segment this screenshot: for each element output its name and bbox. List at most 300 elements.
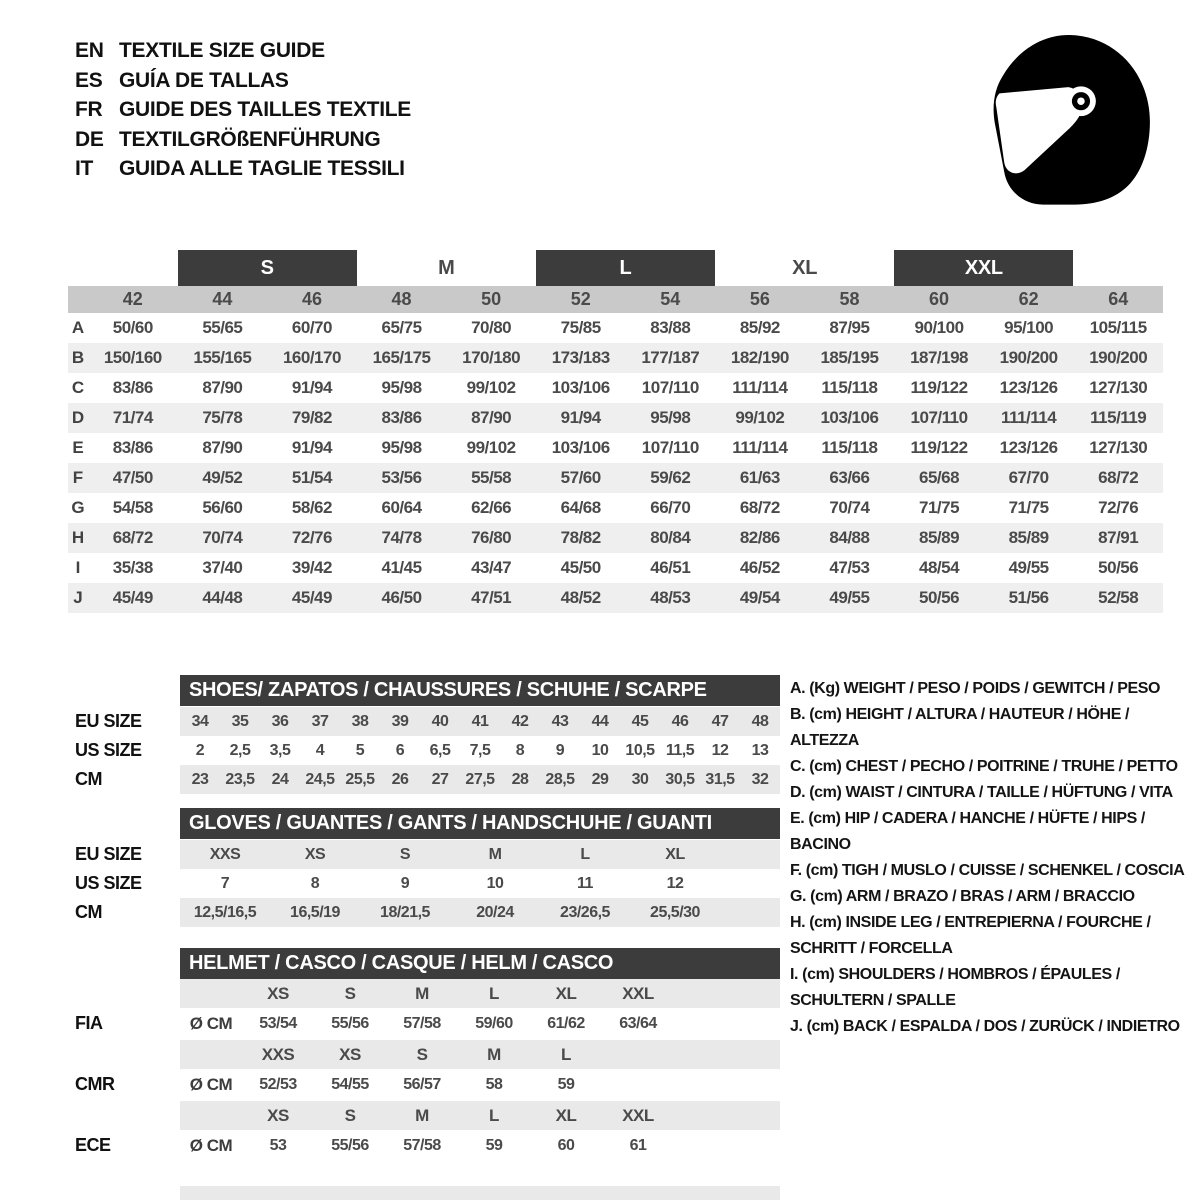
helmet-value-cell: 53/54: [259, 1014, 297, 1032]
size-cell: 39/42: [291, 558, 332, 577]
size-cell: 177/187: [641, 348, 700, 367]
helmet-size-header: M: [487, 1044, 501, 1064]
table-cell: 10,5: [625, 741, 655, 759]
size-cell: 49/52: [202, 468, 243, 487]
size-cell: 76/80: [471, 528, 512, 547]
table-cell: 25,5: [345, 770, 375, 788]
table-cell: 7: [220, 874, 230, 892]
size-cell: 95/98: [381, 438, 422, 457]
size-cell: 91/94: [291, 438, 332, 457]
table-cell: 8: [515, 741, 525, 759]
legend-item: B. (cm) HEIGHT / ALTURA / HAUTEUR / HÖHE / ALTEZZA: [790, 706, 1130, 749]
size-cell: 87/90: [471, 408, 512, 427]
shoes-cm-label: CM: [75, 769, 102, 789]
size-cell: 55/58: [471, 468, 512, 487]
table-cell: 27: [431, 770, 449, 788]
size-cell: 46/51: [650, 558, 691, 577]
table-cell: 25,5/30: [650, 903, 700, 921]
gloves-cm-row: [180, 898, 780, 927]
language-code: FR: [75, 98, 103, 121]
table-cell: 48: [751, 712, 769, 730]
size-cell: 72/76: [291, 528, 332, 547]
size-cell: 45/50: [560, 558, 601, 577]
size-cell: 85/89: [919, 528, 960, 547]
helmet-value-cell: 55/56: [331, 1136, 369, 1154]
table-cell: 12,5/16,5: [193, 903, 257, 921]
language-code: IT: [75, 157, 94, 180]
size-cell: 46/52: [739, 558, 780, 577]
size-cell: 99/102: [735, 408, 785, 427]
table-cell: 23: [191, 770, 209, 788]
row-letter: J: [73, 588, 83, 607]
row-letter: B: [71, 348, 85, 367]
helmet-value-cell: 58: [485, 1075, 503, 1093]
table-cell: 6: [395, 741, 405, 759]
table-cell: 37: [311, 712, 329, 730]
size-cell: 70/74: [202, 528, 243, 547]
table-cell: 13: [751, 741, 769, 759]
row-letter: C: [71, 378, 85, 397]
size-cell: 99/102: [466, 438, 516, 457]
table-cell: 35: [231, 712, 249, 730]
size-cell: 82/86: [739, 528, 780, 547]
language-title: GUÍA DE TALLAS: [119, 68, 289, 92]
size-cell: 107/110: [641, 438, 699, 457]
size-cell: 59/62: [650, 468, 691, 487]
size-cell: 70/74: [829, 498, 870, 517]
table-cell: 8: [310, 874, 320, 892]
size-cell: 68/72: [739, 498, 780, 517]
size-column-header: 64: [1108, 289, 1129, 309]
size-cell: 49/55: [1008, 558, 1049, 577]
table-cell: 39: [391, 712, 409, 730]
table-cell: 27,5: [465, 770, 495, 788]
table-cell: 10: [486, 874, 504, 892]
size-cell: 54/58: [112, 498, 153, 517]
helmet-size-header: M: [415, 1105, 429, 1125]
size-cell: 65/75: [381, 318, 422, 337]
size-cell: 123/126: [999, 438, 1058, 457]
size-cell: 165/175: [372, 348, 431, 367]
table-cell: 9: [555, 741, 565, 759]
table-row: [68, 553, 1163, 583]
size-cell: 190/200: [1089, 348, 1148, 367]
size-cell: 71/75: [1008, 498, 1049, 517]
size-cell: 66/70: [650, 498, 691, 517]
table-cell: 3,5: [269, 741, 291, 759]
language-row: [75, 66, 411, 96]
legend-item: F. (cm) TIGH / MUSLO / CUISSE / SCHENKEL / COSCIA: [790, 862, 1185, 879]
size-cell: 68/72: [1098, 468, 1139, 487]
helmet-value-cell: 54/55: [331, 1075, 369, 1093]
language-code: ES: [75, 68, 103, 92]
table-cell: 24,5: [305, 770, 335, 788]
size-cell: 187/198: [910, 348, 969, 367]
helmet-icon: [976, 26, 1164, 214]
table-cell: 26: [391, 770, 409, 788]
size-cell: 48/52: [560, 588, 601, 607]
diameter-unit-label: Ø CM: [189, 1135, 233, 1155]
table-row: [68, 343, 1163, 373]
table-cell: 45: [631, 712, 649, 730]
fia-label: FIA: [75, 1013, 103, 1033]
size-cell: 60/64: [381, 498, 422, 517]
shoes-us-row: [180, 736, 780, 765]
size-cell: 91/94: [560, 408, 601, 427]
table-cell: 44: [591, 712, 609, 730]
table-cell: 30: [631, 770, 649, 788]
size-column-header: 52: [570, 289, 591, 309]
size-cell: 47/53: [829, 558, 870, 577]
size-cell: 45/49: [112, 588, 153, 607]
size-cell: 123/126: [999, 378, 1058, 397]
gloves-cm-label: CM: [75, 902, 102, 922]
shoes-cm-row: [180, 765, 780, 794]
legend-item: H. (cm) INSIDE LEG / ENTREPIERNA / FOURCHE / SCHRITT / FORCELLA: [790, 914, 1151, 957]
table-cell: 23/26,5: [560, 903, 610, 921]
shoes-section-header: SHOES/ ZAPATOS / CHAUSSURES / SCHUHE / SCARPE: [180, 675, 780, 706]
table-cell: 29: [591, 770, 609, 788]
size-cell: 182/190: [730, 348, 789, 367]
measurement-rows: [68, 313, 1163, 613]
helmet-size-header: XS: [267, 983, 289, 1003]
size-cell: 50/56: [1098, 558, 1139, 577]
table-cell: 36: [271, 712, 289, 730]
gloves-us-size-label: US SIZE: [75, 873, 142, 893]
table-cell: 18/21,5: [380, 903, 430, 921]
table-cell: 28: [511, 770, 529, 788]
table-cell: 12: [711, 741, 729, 759]
size-cell: 83/86: [112, 438, 153, 457]
language-code: DE: [75, 127, 104, 151]
size-cell: 105/115: [1089, 318, 1147, 337]
table-row: [68, 523, 1163, 553]
size-cell: 127/130: [1089, 438, 1148, 457]
size-cell: 53/56: [381, 468, 422, 487]
language-code: EN: [75, 39, 104, 62]
helmet-size-header: XS: [267, 1105, 289, 1125]
size-cell: 83/88: [650, 318, 691, 337]
language-row: [75, 36, 411, 66]
helmet-fia-sizes-row: [180, 979, 780, 1008]
table-cell: 20/24: [476, 903, 514, 921]
row-letter: D: [71, 408, 85, 427]
table-cell: 11,5: [665, 741, 695, 759]
size-group-xxl: XXL: [894, 250, 1073, 286]
table-cell: 7,5: [469, 741, 491, 759]
language-title: TEXTILGRÖßENFÜHRUNG: [119, 127, 381, 151]
legend-item: G. (cm) ARM / BRAZO / BRAS / ARM / BRACCIO: [790, 888, 1135, 905]
size-cell: 85/89: [1008, 528, 1049, 547]
size-column-header: 50: [481, 289, 502, 309]
size-group-xl: XL: [792, 256, 818, 279]
language-title: TEXTILE SIZE GUIDE: [119, 39, 325, 62]
size-column-header: 56: [749, 289, 770, 309]
size-cell: 107/110: [910, 408, 968, 427]
size-cell: 56/60: [202, 498, 243, 517]
table-cell: 11: [577, 874, 593, 892]
table-cell: 2: [195, 741, 205, 759]
helmet-size-header: S: [344, 983, 356, 1003]
helmet-value-cell: 61/62: [547, 1014, 585, 1032]
helmet-value-cell: 59/60: [475, 1014, 513, 1032]
size-cell: 70/80: [471, 318, 512, 337]
table-cell: 24: [271, 770, 289, 788]
size-cell: 185/195: [820, 348, 879, 367]
size-cell: 115/119: [1090, 408, 1147, 427]
table-cell: 10: [591, 741, 609, 759]
language-row: [75, 95, 411, 125]
helmet-size-header: S: [416, 1044, 428, 1064]
size-cell: 64/68: [560, 498, 601, 517]
legend-item: D. (cm) WAIST / CINTURA / TAILLE / HÜFTUNG / VITA: [790, 784, 1173, 801]
diameter-unit-label: Ø CM: [189, 1074, 233, 1094]
size-cell: 84/88: [829, 528, 870, 547]
legend-item: J. (cm) BACK / ESPALDA / DOS / ZURÜCK / INDIETRO: [790, 1018, 1180, 1035]
table-cell: 42: [511, 712, 529, 730]
legend-item: E. (cm) HIP / CADERA / HANCHE / HÜFTE / HIPS / BACINO: [790, 810, 1145, 853]
table-cell: 38: [351, 712, 369, 730]
size-cell: 170/180: [462, 348, 521, 367]
size-cell: 52/58: [1098, 588, 1139, 607]
table-cell: 43: [551, 712, 569, 730]
table-cell: 41: [471, 712, 489, 730]
helmet-size-header: XL: [555, 1105, 577, 1125]
size-cell: 80/84: [650, 528, 691, 547]
language-row: [75, 125, 411, 155]
size-cell: 115/118: [821, 438, 878, 457]
size-cell: 85/92: [739, 318, 780, 337]
shoes-eu-size-label: EU SIZE: [75, 711, 142, 731]
language-title: GUIDA ALLE TAGLIE TESSILI: [119, 157, 405, 180]
size-cell: 150/160: [103, 348, 162, 367]
size-cell: 107/110: [641, 378, 699, 397]
size-column-header: 42: [122, 289, 143, 309]
table-cell: 46: [671, 712, 689, 730]
size-cell: 50/60: [112, 318, 153, 337]
table-row: [68, 373, 1163, 403]
size-cell: 99/102: [466, 378, 516, 397]
helmet-ece-sizes-row: [180, 1101, 780, 1130]
measurement-legend: [790, 676, 1188, 1040]
legend-item: C. (cm) CHEST / PECHO / POITRINE / TRUHE / PETTO: [790, 758, 1178, 775]
helmet-size-header: XXL: [622, 983, 654, 1003]
row-letter: G: [71, 498, 85, 517]
size-cell: 61/63: [739, 468, 780, 487]
table-cell: 32: [751, 770, 769, 788]
size-cell: 43/47: [471, 558, 512, 577]
size-cell: 47/50: [112, 468, 153, 487]
table-cell: 28,5: [545, 770, 575, 788]
table-cell: XL: [665, 845, 685, 863]
helmet-cmr-sizes-row: [180, 1040, 780, 1069]
size-cell: 90/100: [914, 318, 964, 337]
size-cell: 68/72: [112, 528, 153, 547]
size-cell: 44/48: [202, 588, 243, 607]
size-cell: 119/122: [910, 438, 968, 457]
size-cell: 95/98: [381, 378, 422, 397]
size-cell: 111/114: [732, 438, 788, 457]
table-row: [68, 493, 1163, 523]
gloves-section-header: GLOVES / GUANTES / GANTS / HANDSCHUHE / GUANTI: [180, 808, 780, 839]
size-cell: 58/62: [291, 498, 332, 517]
helmet-size-header: L: [561, 1044, 571, 1064]
table-cell: 47: [711, 712, 729, 730]
gloves-us-row: [180, 869, 780, 898]
size-cell: 48/53: [650, 588, 691, 607]
table-cell: XXS: [209, 845, 241, 863]
helmet-value-cell: 59: [485, 1136, 503, 1154]
size-cell: 49/54: [739, 588, 780, 607]
size-cell: 47/51: [471, 588, 512, 607]
helmet-size-header: S: [344, 1105, 356, 1125]
helmet-size-header: XXL: [622, 1105, 654, 1125]
table-cell: XS: [304, 845, 326, 863]
size-cell: 49/55: [829, 588, 870, 607]
helmet-value-cell: 63/64: [619, 1014, 657, 1032]
size-cell: 83/86: [112, 378, 153, 397]
gloves-eu-size-label: EU SIZE: [75, 844, 142, 864]
size-cell: 111/114: [732, 378, 788, 397]
size-cell: 60/70: [291, 318, 332, 337]
row-letter: F: [72, 468, 84, 487]
size-cell: 67/70: [1008, 468, 1049, 487]
table-row: [68, 583, 1163, 613]
cmr-label: CMR: [75, 1074, 115, 1094]
helmet-value-cell: 60: [557, 1136, 575, 1154]
size-cell: 83/86: [381, 408, 422, 427]
size-cell: 87/90: [202, 438, 243, 457]
ece-label: ECE: [75, 1135, 111, 1155]
size-cell: 41/45: [381, 558, 422, 577]
size-column-header: 44: [212, 289, 233, 309]
table-cell: 9: [400, 874, 410, 892]
table-cell: 34: [191, 712, 209, 730]
size-cell: 190/200: [999, 348, 1058, 367]
size-cell: 78/82: [560, 528, 601, 547]
helmet-value-cell: 52/53: [259, 1075, 297, 1093]
size-cell: 91/94: [291, 378, 332, 397]
table-cell: 2,5: [229, 741, 251, 759]
size-cell: 87/95: [829, 318, 870, 337]
size-cell: 51/56: [1008, 588, 1049, 607]
helmet-fia-values-row: [180, 1009, 780, 1038]
size-cell: 87/91: [1098, 528, 1139, 547]
helmet-size-header: M: [415, 983, 429, 1003]
table-cell: S: [399, 845, 411, 863]
helmet-size-header: L: [489, 1105, 499, 1125]
size-cell: 103/106: [820, 408, 879, 427]
bottom-partial-row: [180, 1186, 780, 1200]
size-column-header: 54: [660, 289, 681, 309]
gloves-eu-row: [180, 840, 780, 869]
helmet-cmr-values-row: [180, 1070, 780, 1099]
size-cell: 48/54: [919, 558, 960, 577]
size-cell: 75/85: [560, 318, 601, 337]
table-cell: 23,5: [225, 770, 255, 788]
helmet-section-header: HELMET / CASCO / CASQUE / HELM / CASCO: [180, 948, 780, 979]
size-group-l: L: [536, 250, 715, 286]
size-cell: 155/165: [193, 348, 252, 367]
shoes-us-size-label: US SIZE: [75, 740, 142, 760]
size-group-row: [68, 250, 1163, 286]
table-cell: 30,5: [665, 770, 695, 788]
helmet-value-cell: 53: [269, 1136, 287, 1154]
size-cell: 71/75: [919, 498, 960, 517]
size-cell: 72/76: [1098, 498, 1139, 517]
legend-item: A. (Kg) WEIGHT / PESO / POIDS / GEWITCH / PESO: [790, 680, 1161, 697]
size-cell: 115/118: [821, 378, 878, 397]
table-row: [68, 463, 1163, 493]
helmet-value-cell: 57/58: [403, 1014, 441, 1032]
size-cell: 71/74: [112, 408, 153, 427]
size-cell: 75/78: [202, 408, 243, 427]
size-cell: 46/50: [381, 588, 422, 607]
helmet-size-header: L: [489, 983, 499, 1003]
row-letter: H: [71, 528, 85, 547]
table-row: [68, 313, 1163, 343]
size-cell: 87/90: [202, 378, 243, 397]
helmet-size-header: XS: [339, 1044, 361, 1064]
shoes-eu-row: [180, 707, 780, 736]
table-cell: 31,5: [705, 770, 735, 788]
textile-size-table: [68, 250, 1163, 613]
size-cell: 35/38: [112, 558, 153, 577]
size-number-header: [68, 286, 1163, 313]
size-column-header: 58: [839, 289, 860, 309]
size-column-header: 60: [929, 289, 950, 309]
table-cell: M: [488, 845, 502, 863]
language-title: GUIDE DES TAILLES TEXTILE: [119, 98, 411, 121]
size-cell: 95/98: [650, 408, 691, 427]
helmet-size-header: XXS: [261, 1044, 295, 1064]
helmet-value-cell: 57/58: [403, 1136, 441, 1154]
table-row: [68, 403, 1163, 433]
row-letter: I: [75, 558, 81, 577]
size-cell: 50/56: [919, 588, 960, 607]
language-row: [75, 154, 411, 184]
size-group-s: S: [178, 250, 357, 286]
size-cell: 65/68: [919, 468, 960, 487]
helmet-value-cell: 59: [557, 1075, 575, 1093]
helmet-ece-values-row: [180, 1131, 780, 1160]
language-title-list: [75, 36, 411, 184]
table-cell: 16,5/19: [290, 903, 340, 921]
table-cell: 5: [355, 741, 365, 759]
size-column-header: 46: [301, 289, 322, 309]
size-cell: 103/106: [551, 438, 610, 457]
size-cell: 119/122: [910, 378, 968, 397]
size-cell: 45/49: [291, 588, 332, 607]
diameter-unit-label: Ø CM: [189, 1013, 233, 1033]
size-cell: 95/100: [1004, 318, 1054, 337]
size-cell: 51/54: [291, 468, 332, 487]
table-cell: 12: [666, 874, 684, 892]
table-cell: 40: [431, 712, 449, 730]
size-column-header: 62: [1018, 289, 1039, 309]
size-group-m: M: [438, 256, 455, 279]
size-cell: 37/40: [202, 558, 243, 577]
table-cell: 6,5: [429, 741, 451, 759]
size-cell: 160/170: [282, 348, 341, 367]
table-cell: 4: [315, 741, 325, 759]
helmet-value-cell: 56/57: [403, 1075, 441, 1093]
size-column-header: 48: [391, 289, 412, 309]
helmet-value-cell: 61: [629, 1136, 647, 1154]
size-cell: 57/60: [560, 468, 601, 487]
table-row: [68, 433, 1163, 463]
table-cell: L: [580, 845, 590, 863]
